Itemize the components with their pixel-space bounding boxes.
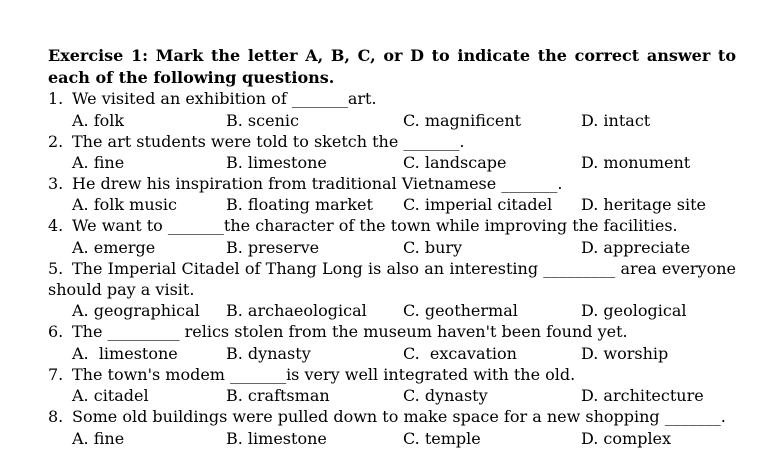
options-2 <box>0 152 784 173</box>
option-d: D. architecture <box>581 386 704 405</box>
option-d: D. monument <box>581 153 691 172</box>
option-b: B. limestone <box>226 429 327 448</box>
option-b: B. scenic <box>226 111 299 130</box>
question-4 <box>48 215 738 236</box>
options-6 <box>0 343 784 364</box>
options-4 <box>0 237 784 258</box>
option-b: B. preserve <box>226 238 320 257</box>
options-5 <box>0 300 784 321</box>
option-c: C. landscape <box>403 153 507 172</box>
options-8 <box>0 428 784 449</box>
option-a: A. citadel <box>72 386 149 405</box>
question-number: 5. <box>48 259 64 278</box>
option-c: C. dynasty <box>403 386 488 405</box>
option-c: C. bury <box>403 238 463 257</box>
option-c: C. imperial citadel <box>403 195 553 214</box>
option-d: D. geological <box>581 301 687 320</box>
options-7 <box>0 385 784 406</box>
option-b: B. dynasty <box>226 344 311 363</box>
option-d: D. appreciate <box>581 238 691 257</box>
options-1 <box>0 110 784 131</box>
question-6 <box>48 321 738 342</box>
question-text: The _________ relics stolen from the museum haven't been found yet. <box>72 322 628 341</box>
question-number: 7. <box>48 365 64 384</box>
option-d: D. complex <box>581 429 672 448</box>
options-3 <box>0 194 784 215</box>
option-a: A. folk music <box>72 195 177 214</box>
option-a: A. folk <box>72 111 125 130</box>
option-a: A. limestone <box>72 344 178 363</box>
question-number: 2. <box>48 132 64 151</box>
question-text: We want to _______the character of the town while improving the facilities. <box>72 216 678 235</box>
question-number: 1. <box>48 89 64 108</box>
option-a: A. fine <box>72 429 125 448</box>
question-1 <box>48 88 738 109</box>
option-b: B. archaeological <box>226 301 367 320</box>
option-b: B. floating market <box>226 195 373 214</box>
option-b: B. limestone <box>226 153 327 172</box>
option-c: C. magnificent <box>403 111 522 130</box>
question-5 <box>48 258 736 300</box>
question-text: The Imperial Citadel of Thang Long is also an interesting _________ area everyone should pay a visit. <box>48 259 736 299</box>
option-d: D. intact <box>581 111 651 130</box>
question-text: Some old buildings were pulled down to make space for a new shopping _______. <box>72 407 726 426</box>
question-text: He drew his inspiration from traditional Vietnamese _______. <box>72 174 563 193</box>
question-3 <box>48 173 738 194</box>
option-a: A. fine <box>72 153 125 172</box>
question-number: 4. <box>48 216 64 235</box>
option-a: A. emerge <box>72 238 156 257</box>
option-c: C. temple <box>403 429 481 448</box>
option-c: C. geothermal <box>403 301 518 320</box>
question-number: 8. <box>48 407 64 426</box>
option-d: D. heritage site <box>581 195 706 214</box>
question-7 <box>48 364 738 385</box>
question-8 <box>48 406 738 427</box>
question-text: The town's modem _______is very well integrated with the old. <box>72 365 576 384</box>
exercise-title: Exercise 1: Mark the letter A, B, C, or D to indicate the correct answer to each of the following questions. <box>48 46 736 87</box>
option-a: A. geographical <box>72 301 200 320</box>
option-b: B. craftsman <box>226 386 330 405</box>
question-text: The art students were told to sketch the _______. <box>72 132 465 151</box>
option-c: C. excavation <box>403 344 517 363</box>
question-text: We visited an exhibition of _______art. <box>72 89 377 108</box>
question-2 <box>48 131 738 152</box>
question-number: 3. <box>48 174 64 193</box>
option-d: D. worship <box>581 344 669 363</box>
question-number: 6. <box>48 322 64 341</box>
